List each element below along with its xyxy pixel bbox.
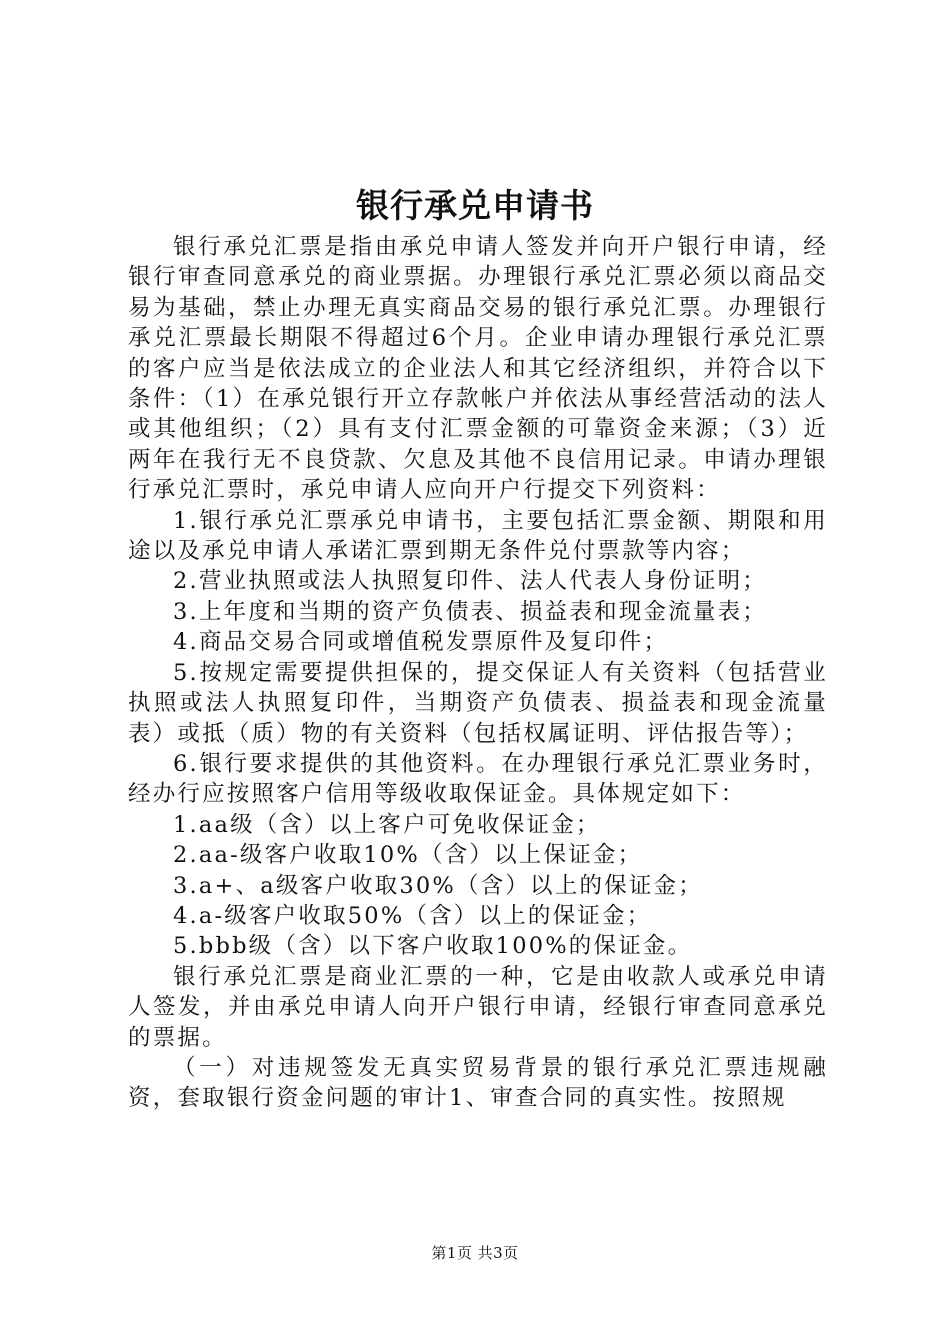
page-number-footer: 第1页 共3页 (431, 1244, 519, 1262)
list-item-deposit-4: 4.a-级客户收取50%（含）以上的保证金； (173, 902, 652, 929)
list-item-material-6: 6.银行要求提供的其他资料。在办理银行承兑汇票业务时，经办行应按照客户信用等级收取保证金。具体规定如下： (128, 750, 828, 808)
list-item-material-5: 5.按规定需要提供担保的，提交保证人有关资料（包括营业执照或法人执照复印件，当期资产负债表、损益表和现金流量表）或抵（质）物的有关资料（包括权属证明、评估报告等）； (128, 659, 828, 747)
paragraph-definition: 银行承兑汇票是商业汇票的一种，它是由收款人或承兑申请人签发，并由承兑申请人向开户银行申请，经银行审查同意承兑的票据。 (128, 963, 828, 1051)
paragraph-intro: 银行承兑汇票是指由承兑申请人签发并向开户银行申请，经银行审查同意承兑的商业票据。办理银行承兑汇票必须以商品交易为基础，禁止办理无真实商品交易的银行承兑汇票。办理银行承兑汇票最长期限不得超过6个月。企业申请办理银行承兑汇票的客户应当是依法成立的企业法人和其它经济组织，并符合以下条件：（1）在承兑银行开立存款帐户并依法从事经营活动的法人或其他组织；（2）具有支付汇票金额的可靠资金来源；（3）近两年在我行无不良贷款、欠息及其他不良信用记录。申请办理银行承兑汇票时，承兑申请人应向开户行提交下列资料： (128, 234, 828, 504)
document-body (128, 232, 828, 1114)
list-item-deposit-2: 2.aa-级客户收取10%（含）以上保证金； (173, 842, 643, 869)
list-item-material-2: 2.营业执照或法人执照复印件、法人代表人身份证明； (173, 568, 767, 595)
list-item-material-1: 1.银行承兑汇票承兑申请书，主要包括汇票金额、期限和用途以及承兑申请人承诺汇票到期无条件兑付票款等内容； (128, 507, 828, 565)
list-item-deposit-1: 1.aa级（含）以上客户可免收保证金； (173, 811, 601, 838)
document-title: 银行承兑申请书 (356, 186, 594, 225)
list-item-deposit-5: 5.bbb级（含）以下客户收取100%的保证金。 (173, 933, 693, 960)
paragraph-audit: （一）对违规签发无真实贸易背景的银行承兑汇票违规融资，套取银行资金问题的审计1、审查合同的真实性。按照规 (128, 1054, 828, 1112)
list-item-deposit-3: 3.a+、a级客户收取30%（含）以上的保证金； (173, 872, 703, 899)
list-item-material-3: 3.上年度和当期的资产负债表、损益表和现金流量表； (173, 598, 767, 625)
list-item-material-4: 4.商品交易合同或增值税发票原件及复印件； (173, 629, 669, 656)
